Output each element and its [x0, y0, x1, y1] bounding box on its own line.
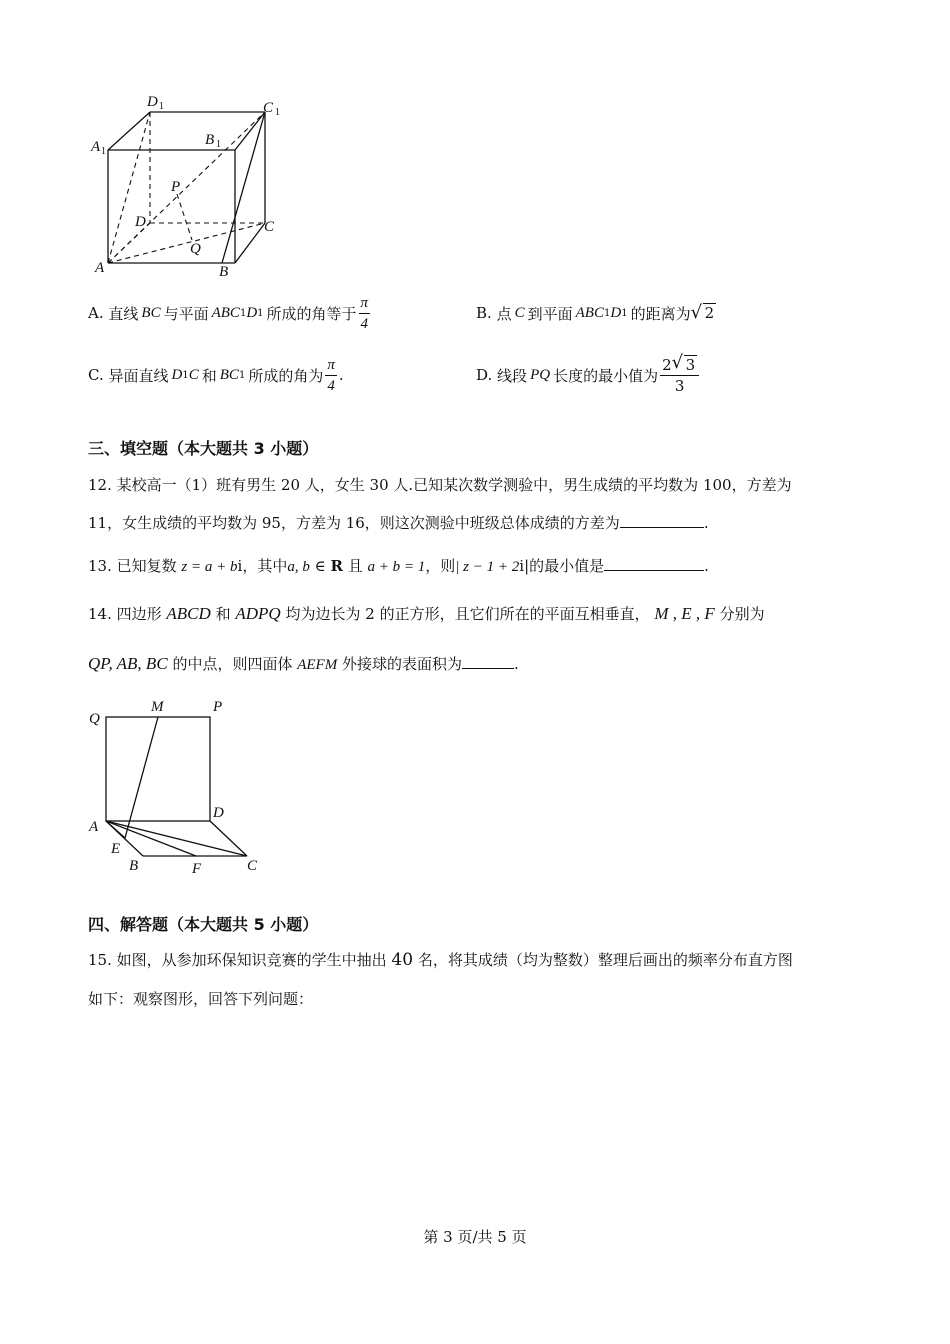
q12-answer-blank[interactable]	[620, 513, 704, 528]
cube-figure	[85, 90, 295, 285]
fraction-pi-over-4: $\frac{\pi}{4}$	[360, 294, 369, 332]
label-B1: B	[205, 132, 215, 148]
q14-answer-blank[interactable]	[462, 654, 514, 669]
label-Q: Q	[190, 241, 201, 257]
fig2-label-F: F	[192, 861, 202, 877]
fig2-label-P: P	[213, 699, 223, 715]
q11-option-b[interactable]: B. 点 C 到平面 ABC 1 D 1 的距离为 √ 2	[476, 290, 716, 336]
label-A1: A	[91, 139, 101, 155]
fig2-label-A: A	[89, 819, 99, 835]
q15-line1: 15. 如图，从参加环保知识竞赛的学生中抽出 40 名，将其成绩（均为整数）整理后画出的频率分布直方图	[88, 950, 793, 970]
fig2-label-D: D	[213, 805, 224, 821]
fig2-label-C: C	[247, 858, 258, 874]
fraction-2sqrt3-over-3: $\frac{2√ 3}{3}$	[660, 355, 699, 396]
label-B1-sub: 1	[216, 139, 221, 150]
q12-line2: 11，女生成绩的平均数为 95，方差为 16，则这次测验中班级总体成绩的方差为 .	[88, 514, 709, 532]
section-3-title: 三、填空题（本大题共 3 小题）	[88, 439, 319, 458]
square-figure	[85, 695, 270, 880]
label-P: P	[171, 179, 181, 195]
q15-line2: 如下：观察图形，回答下列问题：	[88, 990, 314, 1008]
q14-line1: 14. 四边形 ABCD 和 ADPQ 均为边长为 2 的正方形，且它们所在的平面互相垂直， M , E , F 分别为	[88, 604, 765, 623]
label-A: A	[95, 260, 105, 276]
label-B: B	[219, 264, 229, 280]
label-D1-sub: 1	[159, 101, 164, 112]
label-C: C	[264, 219, 275, 235]
label-C1-sub: 1	[275, 107, 280, 118]
q12-line1: 12. 某校高一（1）班有男生 20 人，女生 30 人.已知某次数学测验中，男生成绩的平均数为 100，方差为	[88, 476, 792, 494]
q13-line: 13. 已知复数 z = a + bi，其中a, b ∈ R 且 a + b = 1，则| z − 1 + 2i|的最小值是 .	[88, 557, 709, 575]
q14-line2: QP, AB, BC 的中点，则四面体 AEFM 外接球的表面积为 .	[88, 654, 519, 673]
q11-option-c[interactable]: C. 异面直线 D 1 C 和 BC 1 所成的角为 $\frac{\pi}{4}$ .	[88, 356, 344, 394]
fig2-label-E: E	[111, 841, 121, 857]
q11-option-d[interactable]: D. 线段 PQ 长度的最小值为 $\frac{2√ 3}{3}$	[476, 352, 701, 398]
q11-option-a[interactable]: A. 直线 BC 与平面 ABC 1 D 1 所成的角等于 $\frac{\pi}{4}$	[88, 294, 369, 332]
section-4-title: 四、解答题（本大题共 5 小题）	[88, 915, 319, 934]
label-A1-sub: 1	[101, 146, 106, 157]
label-D: D	[135, 214, 146, 230]
sqrt-2: √ 2	[691, 304, 717, 322]
fig2-label-M: M	[151, 699, 164, 715]
fig2-label-B: B	[129, 858, 139, 874]
page-footer: 第 3 页/共 5 页	[423, 1228, 527, 1246]
q13-answer-blank[interactable]	[604, 556, 704, 571]
fig2-label-Q: Q	[89, 711, 100, 727]
label-D1: D	[147, 94, 158, 110]
label-C1: C	[263, 100, 274, 116]
fraction-pi-over-4-c: $\frac{\pi}{4}$	[327, 356, 335, 394]
